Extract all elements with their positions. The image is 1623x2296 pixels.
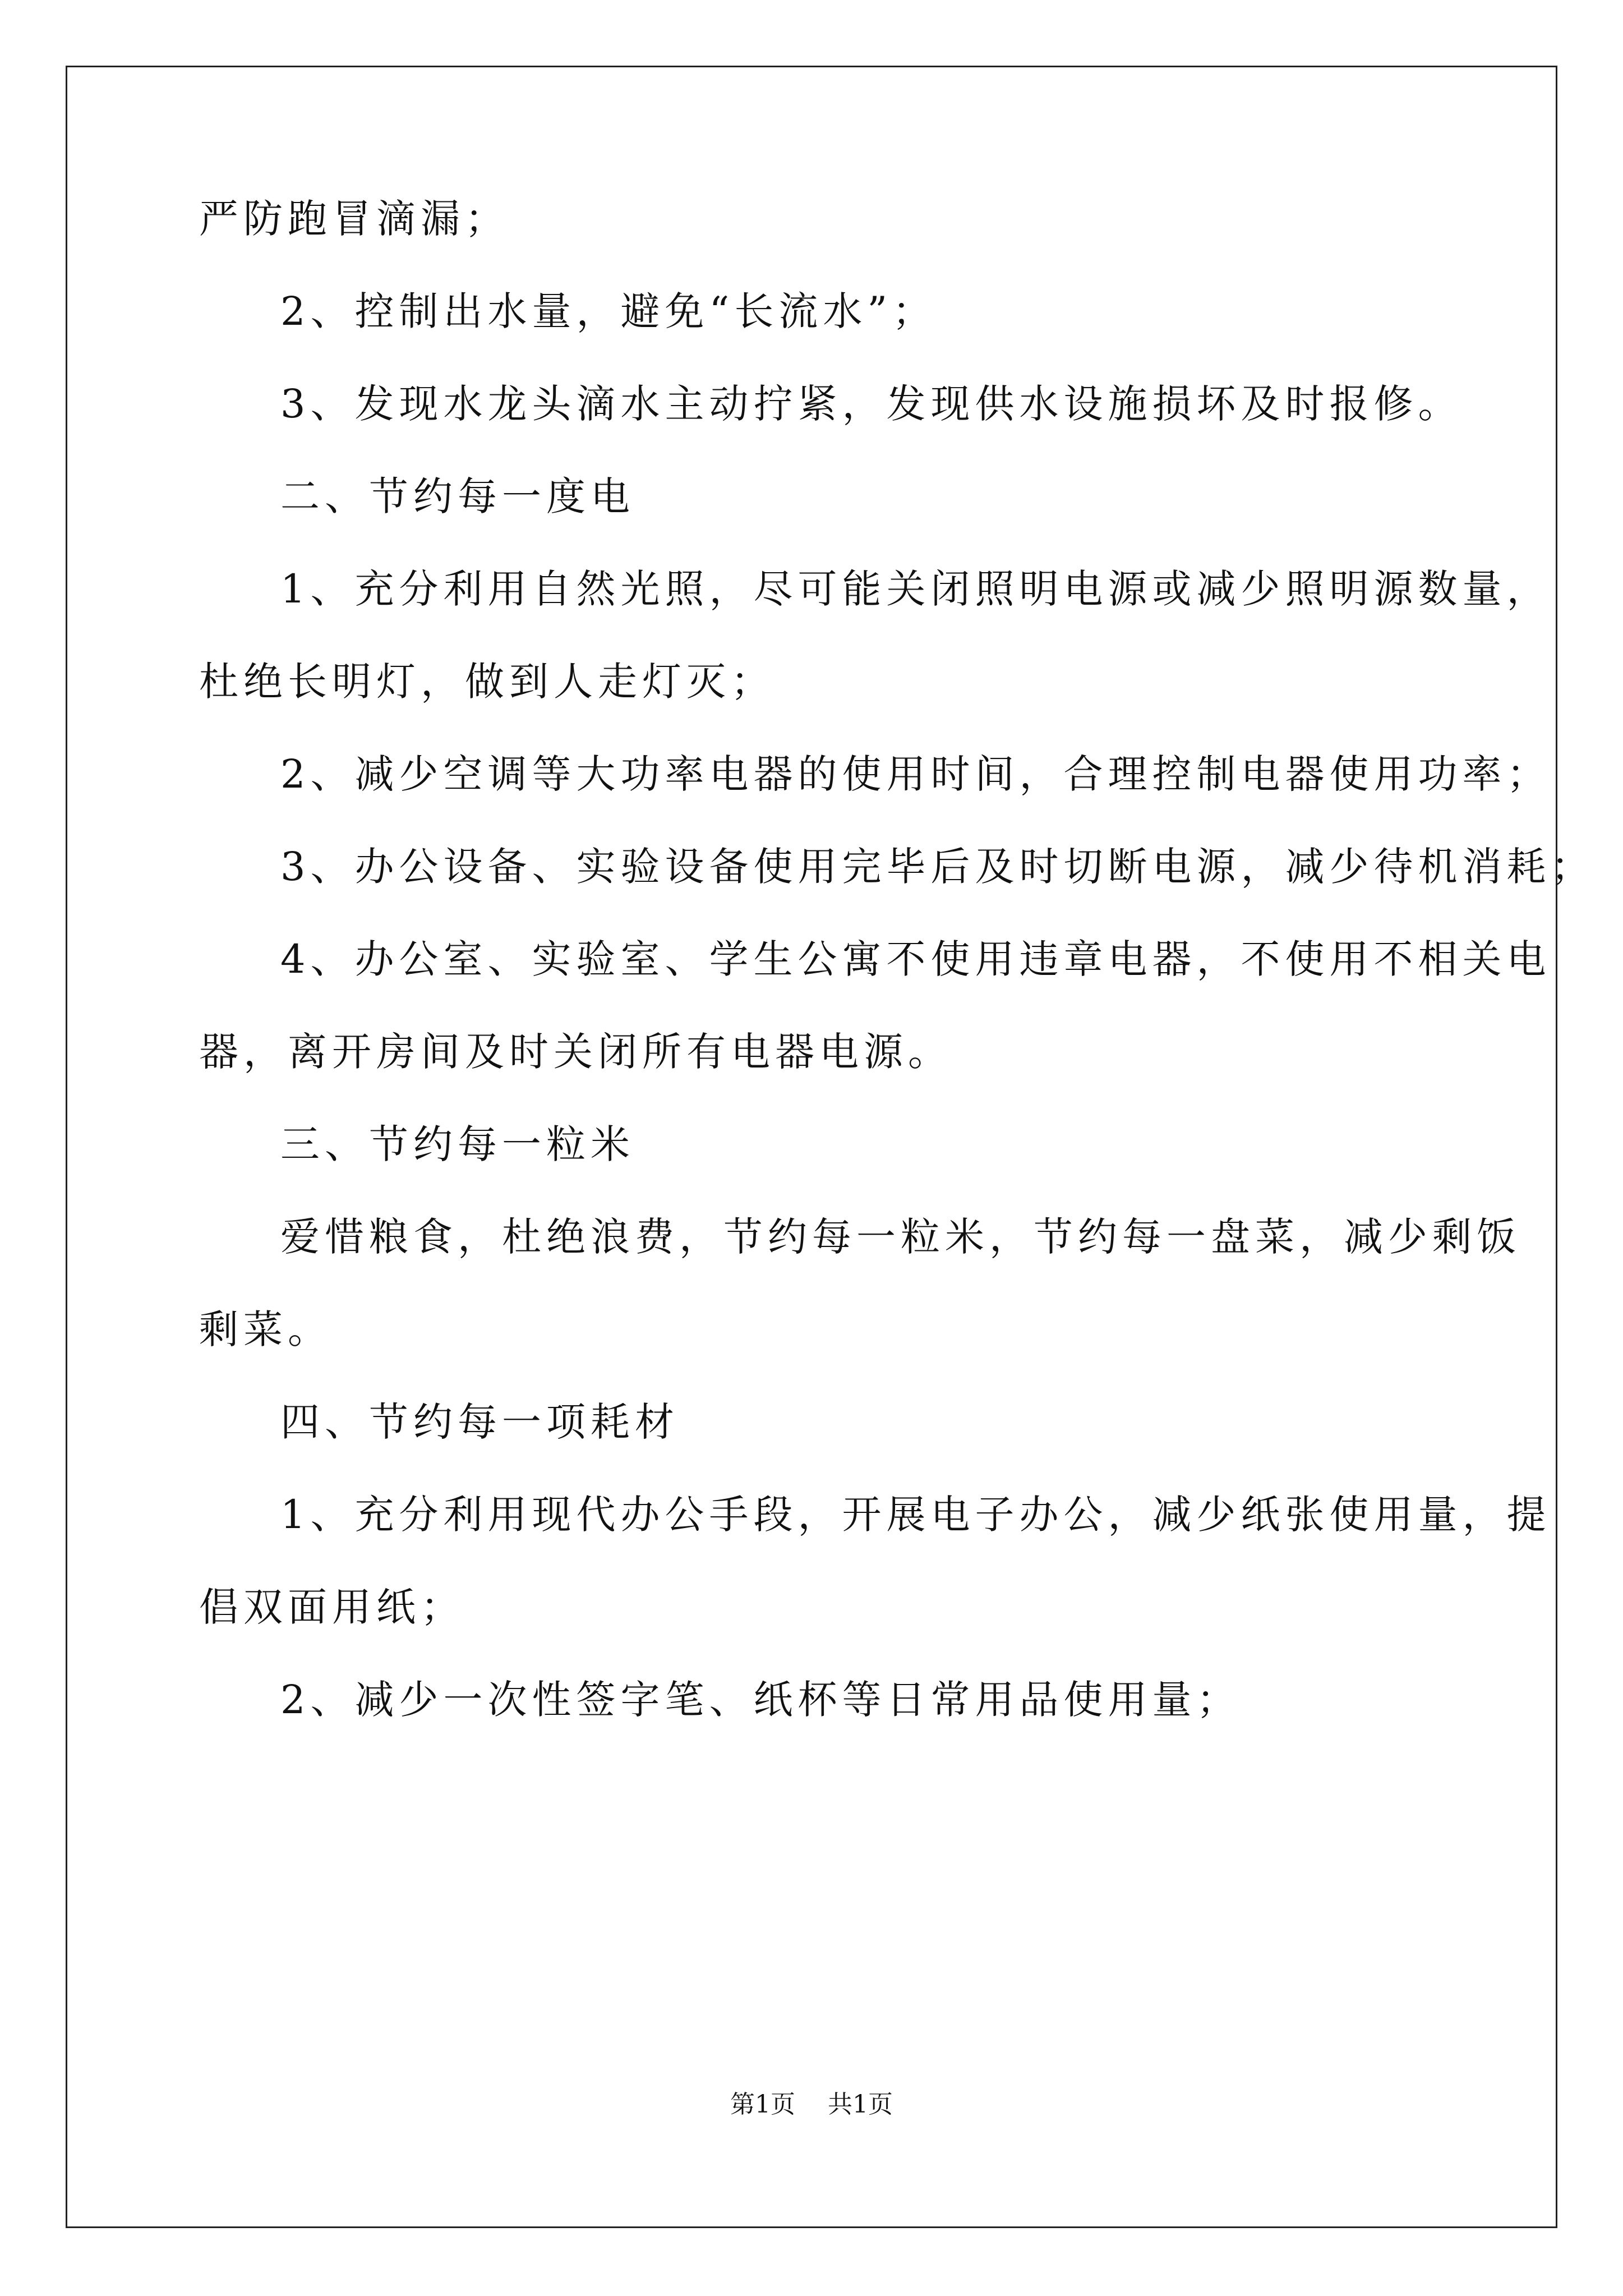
text-line: 爱惜粮食，杜绝浪费，节约每一粒米，节约每一盘菜，减少剩饭 [280, 1214, 1521, 1260]
text-line: 2、减少空调等大功率电器的使用时间，合理控制电器使用功率； [280, 751, 1551, 797]
text-line: 3、办公设备、实验设备使用完毕后及时切断电源，减少待机消耗； [280, 844, 1596, 890]
text-line: 3、发现水龙头滴水主动拧紧，发现供水设施损坏及时报修。 [280, 381, 1463, 427]
section-heading: 三、节约每一粒米 [280, 1121, 635, 1167]
text-line: 剩菜。 [199, 1306, 332, 1352]
page-footer [0, 2088, 1623, 2122]
text-line: 4、办公室、实验室、学生公寓不使用违章电器，不使用不相关电 [280, 936, 1551, 982]
section-heading: 二、节约每一度电 [280, 473, 635, 519]
page-number-current: 第1页 [730, 2090, 795, 2119]
text-line: 2、控制出水量，避免“长流水”； [280, 288, 937, 334]
page-number-total: 共1页 [828, 2090, 893, 2119]
text-line: 2、减少一次性签字笔、纸杯等日常用品使用量； [280, 1677, 1241, 1723]
section-heading: 四、节约每一项耗材 [280, 1399, 679, 1445]
text-line: 器，离开房间及时关闭所有电器电源。 [199, 1029, 952, 1075]
text-line: 倡双面用纸； [199, 1584, 465, 1630]
text-line: 杜绝长明灯，做到人走灯灭； [199, 659, 775, 705]
text-line: 1、充分利用现代办公手段，开展电子办公，减少纸张使用量，提 [280, 1492, 1551, 1538]
text-line: 严防跑冒滴漏； [199, 196, 509, 242]
text-line: 1、充分利用自然光照，尽可能关闭照明电源或减少照明源数量， [280, 566, 1551, 612]
